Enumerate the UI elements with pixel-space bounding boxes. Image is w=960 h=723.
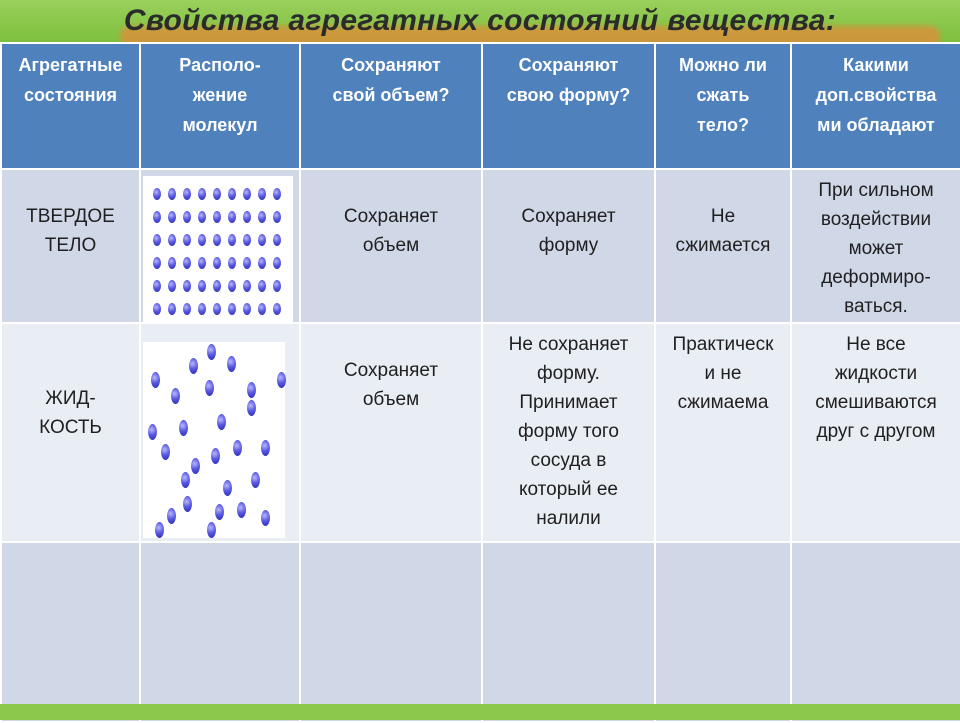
cell-empty <box>1 542 140 722</box>
molecule-icon <box>228 234 236 246</box>
molecule-icon <box>258 188 266 200</box>
molecule-icon <box>191 458 200 474</box>
molecule-icon <box>228 211 236 223</box>
molecule-icon <box>273 188 281 200</box>
text-line: Не все <box>846 334 906 355</box>
molecule-icon <box>227 356 236 372</box>
molecule-icon <box>189 358 198 374</box>
molecule-icon <box>243 188 251 200</box>
molecule-icon <box>251 472 260 488</box>
molecule-icon <box>161 444 170 460</box>
molecule-icon <box>198 188 206 200</box>
text-line: Сохраняют <box>341 55 441 75</box>
text-line: молекул <box>182 115 258 135</box>
molecule-icon <box>153 280 161 292</box>
molecule-icon <box>273 234 281 246</box>
molecule-icon <box>148 424 157 440</box>
text-line: смешиваются <box>815 392 937 413</box>
text-line: друг с другом <box>816 421 936 442</box>
table-row-liquid <box>1 323 960 542</box>
molecule-icon <box>258 280 266 292</box>
molecule-icon <box>213 234 221 246</box>
molecule-icon <box>273 303 281 315</box>
molecule-icon <box>228 303 236 315</box>
text-line: При сильном <box>818 180 934 201</box>
text-line: деформиро- <box>821 267 931 288</box>
cell-empty <box>300 542 482 722</box>
text-line: форму того <box>518 421 619 442</box>
molecule-icon <box>153 211 161 223</box>
molecule-icon <box>247 382 256 398</box>
molecule-icon <box>168 257 176 269</box>
molecule-icon <box>183 211 191 223</box>
molecule-icon <box>198 211 206 223</box>
molecule-icon <box>168 303 176 315</box>
text-line: ЖИД- <box>45 388 96 409</box>
molecule-icon <box>181 472 190 488</box>
cell-extra-solid <box>791 169 960 323</box>
cell-empty <box>791 542 960 722</box>
molecule-icon <box>247 400 256 416</box>
cell-arrangement-liquid <box>140 323 300 542</box>
header-compress <box>655 43 791 169</box>
cell-shape-liquid <box>482 323 655 542</box>
molecule-icon <box>217 414 226 430</box>
molecule-icon <box>153 303 161 315</box>
text-line: свой объем? <box>332 85 450 105</box>
molecule-icon <box>183 257 191 269</box>
text-line: воздействии <box>820 209 932 230</box>
text-line: форму. <box>537 363 600 384</box>
molecule-icon <box>273 257 281 269</box>
text-line: может <box>848 238 904 259</box>
header-extra <box>791 43 960 169</box>
text-line: Не сохраняет <box>508 334 629 355</box>
text-line: Сохраняет <box>521 206 616 227</box>
molecule-icon <box>198 234 206 246</box>
molecule-icon <box>213 280 221 292</box>
text-line: жение <box>192 85 248 105</box>
molecule-icon <box>155 522 164 538</box>
text-line: и не <box>704 363 742 384</box>
molecule-icon <box>258 234 266 246</box>
molecule-icon <box>213 211 221 223</box>
cell-volume-liquid <box>300 323 482 542</box>
text-line: Какими <box>843 55 909 75</box>
cell-compress-solid <box>655 169 791 323</box>
molecule-icon <box>213 303 221 315</box>
molecule-icon <box>151 372 160 388</box>
scattered-molecules-icon <box>143 342 285 538</box>
molecule-icon <box>258 257 266 269</box>
cell-volume-solid <box>300 169 482 323</box>
molecule-icon <box>213 188 221 200</box>
bottom-strip <box>0 704 960 720</box>
cell-empty <box>482 542 655 722</box>
table-header-row <box>1 43 960 169</box>
text-line: Сохраняют <box>518 55 619 75</box>
molecule-icon <box>237 502 246 518</box>
molecule-icon <box>171 388 180 404</box>
text-line: объем <box>362 235 420 256</box>
molecule-icon <box>243 257 251 269</box>
text-line: который ее <box>519 479 618 500</box>
molecule-icon <box>243 303 251 315</box>
cell-empty <box>140 542 300 722</box>
molecule-icon <box>168 211 176 223</box>
molecule-icon <box>243 211 251 223</box>
header-arrangement <box>140 43 300 169</box>
text-line: Можно ли <box>679 55 767 75</box>
molecule-icon <box>243 234 251 246</box>
molecule-icon <box>277 372 286 388</box>
text-line: состояния <box>23 85 118 105</box>
molecule-icon <box>261 510 270 526</box>
text-line: Практическ <box>672 334 774 355</box>
text-line: сжимаема <box>677 392 769 413</box>
molecule-icon <box>261 440 270 456</box>
molecule-icon <box>183 234 191 246</box>
molecule-icon <box>205 380 214 396</box>
molecule-icon <box>243 280 251 292</box>
text-line: ваться. <box>844 296 908 317</box>
text-line: Располо- <box>179 55 261 75</box>
header-shape <box>482 43 655 169</box>
text-line: сосуда в <box>530 450 607 471</box>
text-line: сжать <box>696 85 750 105</box>
molecule-icon <box>207 522 216 538</box>
molecule-icon <box>183 280 191 292</box>
header-volume <box>300 43 482 169</box>
molecule-icon <box>183 303 191 315</box>
text-line: свою форму? <box>506 85 631 105</box>
molecule-icon <box>198 257 206 269</box>
cell-state-solid <box>1 169 140 323</box>
text-line: ТВЕРДОЕ <box>26 206 115 227</box>
molecule-icon <box>183 496 192 512</box>
table-row-solid <box>1 169 960 323</box>
cell-compress-liquid <box>655 323 791 542</box>
properties-table <box>0 42 960 723</box>
text-line: доп.свойства <box>815 85 937 105</box>
ordered-molecules-grid-icon <box>143 176 293 322</box>
text-line: Принимает <box>519 392 618 413</box>
molecule-icon <box>168 234 176 246</box>
header-states <box>1 43 140 169</box>
molecule-icon <box>198 303 206 315</box>
molecule-icon <box>228 188 236 200</box>
molecule-icon <box>179 420 188 436</box>
molecule-icon <box>273 211 281 223</box>
text-line: КОСТЬ <box>39 417 102 438</box>
molecule-icon <box>167 508 176 524</box>
text-line: Не <box>710 206 736 227</box>
molecule-icon <box>215 504 224 520</box>
text-line: форму <box>538 235 599 256</box>
text-line: Сохраняет <box>343 206 439 227</box>
text-line: Сохраняет <box>343 360 439 381</box>
molecule-icon <box>198 280 206 292</box>
text-line: ми обладают <box>817 115 935 135</box>
cell-arrangement-solid <box>140 169 300 323</box>
cell-shape-solid <box>482 169 655 323</box>
table-row-empty <box>1 542 960 722</box>
molecule-icon <box>228 257 236 269</box>
molecule-icon <box>168 280 176 292</box>
text-line: объем <box>362 389 420 410</box>
molecule-icon <box>211 448 220 464</box>
molecule-icon <box>153 234 161 246</box>
text-line: тело? <box>696 115 749 135</box>
cell-empty <box>655 542 791 722</box>
molecule-icon <box>228 280 236 292</box>
text-line: ТЕЛО <box>44 235 97 256</box>
text-line: Агрегатные <box>18 55 123 75</box>
text-line: жидкости <box>834 363 918 384</box>
molecule-icon <box>153 257 161 269</box>
cell-extra-liquid <box>791 323 960 542</box>
molecule-icon <box>207 344 216 360</box>
page-title: Свойства агрегатных состояний вещества: <box>123 4 837 37</box>
molecule-icon <box>233 440 242 456</box>
molecule-icon <box>168 188 176 200</box>
text-line: сжимается <box>675 235 771 256</box>
molecule-icon <box>223 480 232 496</box>
text-line: налили <box>536 508 601 529</box>
molecule-icon <box>183 188 191 200</box>
molecule-icon <box>153 188 161 200</box>
molecule-icon <box>213 257 221 269</box>
molecule-icon <box>273 280 281 292</box>
molecule-icon <box>258 303 266 315</box>
molecule-icon <box>258 211 266 223</box>
cell-state-liquid <box>1 323 140 542</box>
